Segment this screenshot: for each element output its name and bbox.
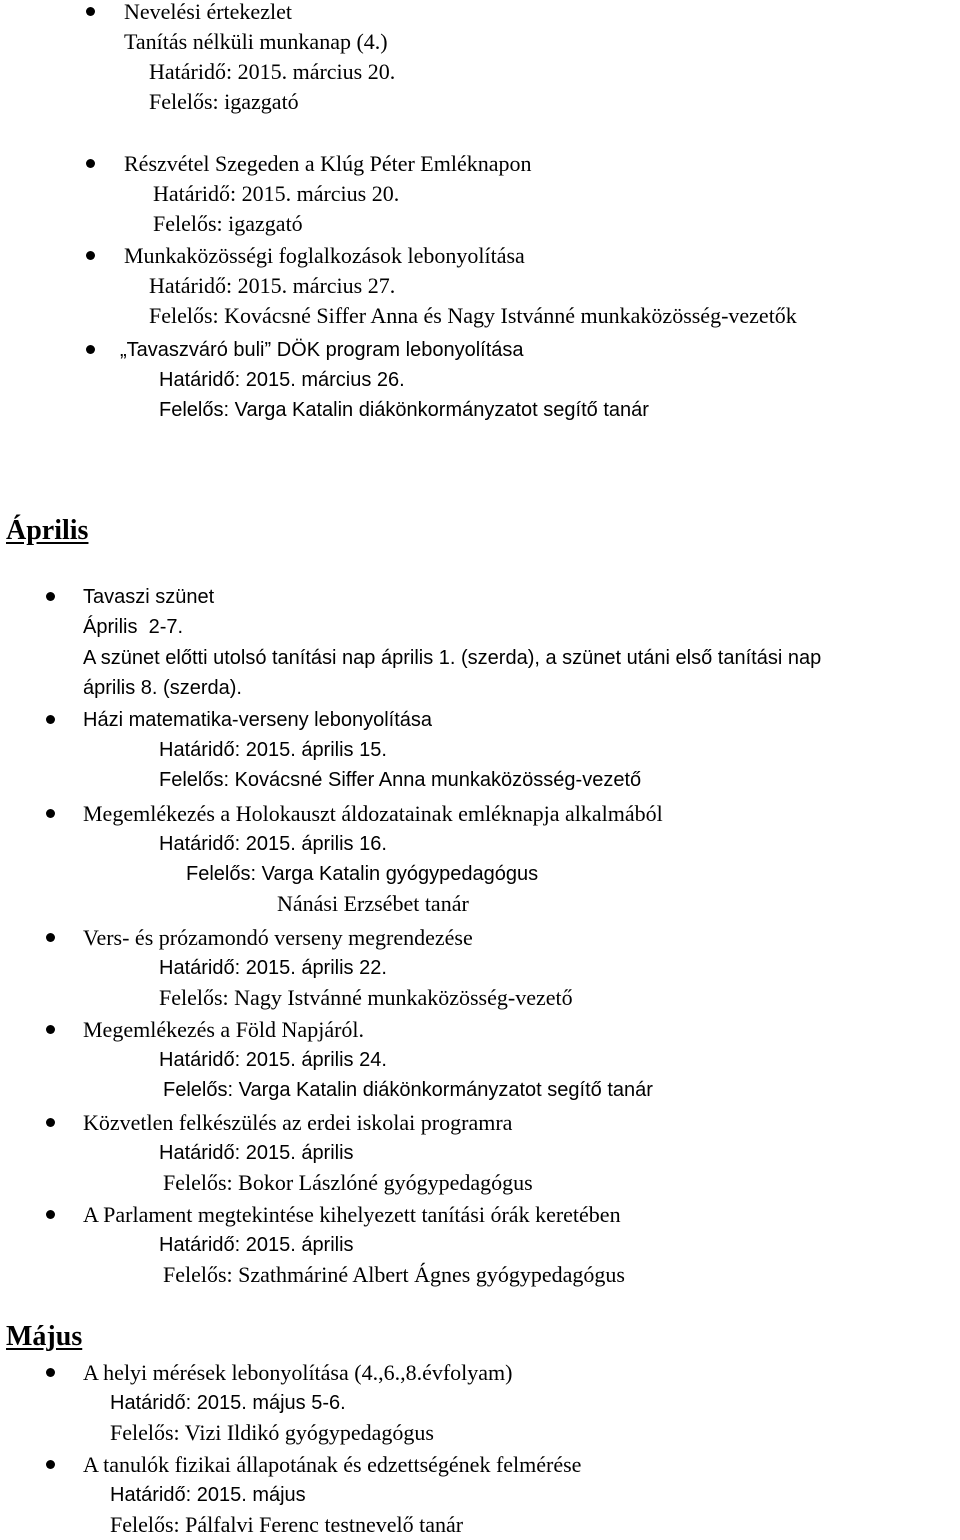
list-item-detail: A szünet előtti utolsó tanítási nap április 1. (szerda), a szünet utáni első tanítási nap bbox=[83, 647, 822, 669]
responsible-text: Felelős: Varga Katalin gyógypedagógus bbox=[186, 863, 539, 885]
responsible-text: Felelős: Szathmáriné Albert Ágnes gyógypedagógus bbox=[163, 1262, 625, 1287]
list-item-detail: Április 2-7. bbox=[83, 616, 184, 638]
bullet-icon bbox=[86, 251, 95, 260]
responsible-text: Felelős: igazgató bbox=[153, 211, 303, 236]
bullet-icon bbox=[86, 345, 95, 354]
section-heading-april: Április bbox=[6, 515, 89, 546]
responsible-text: Felelős: Varga Katalin diákönkormányzatot segítő tanár bbox=[163, 1079, 653, 1101]
deadline-text: Határidő: 2015. április bbox=[159, 1142, 354, 1164]
bullet-icon bbox=[86, 159, 95, 168]
list-item-detail: Tanítás nélküli munkanap (4.) bbox=[124, 29, 388, 54]
deadline-text: Határidő: 2015. március 26. bbox=[159, 369, 405, 391]
responsible-text: Felelős: Pálfalvi Ferenc testnevelő tanár bbox=[110, 1512, 464, 1537]
list-item-title: Vers- és prózamondó verseny megrendezése bbox=[83, 925, 473, 950]
deadline-text: Határidő: 2015. április 22. bbox=[159, 957, 387, 979]
bullet-icon bbox=[46, 715, 55, 724]
list-item-title: Részvétel Szegeden a Klúg Péter Emléknapon bbox=[124, 151, 532, 176]
list-item-title: „Tavaszváró buli” DÖK program lebonyolítása bbox=[120, 339, 524, 361]
responsible-text: Felelős: Varga Katalin diákönkormányzatot segítő tanár bbox=[159, 399, 649, 421]
deadline-text: Határidő: 2015. március 27. bbox=[149, 273, 396, 298]
bullet-icon bbox=[86, 7, 95, 16]
list-item-title: Közvetlen felkészülés az erdei iskolai programra bbox=[83, 1110, 513, 1135]
bullet-icon bbox=[46, 809, 55, 818]
list-item-title: A Parlament megtekintése kihelyezett tanítási órák keretében bbox=[83, 1202, 621, 1227]
responsible-text: Felelős: Nagy Istvánné munkaközösség-vezető bbox=[159, 985, 573, 1010]
bullet-icon bbox=[46, 1210, 55, 1219]
deadline-text: Határidő: 2015. május 5-6. bbox=[110, 1392, 346, 1414]
responsible-text: Felelős: Vizi Ildikó gyógypedagógus bbox=[110, 1420, 434, 1445]
responsible-text: Nánási Erzsébet tanár bbox=[277, 891, 469, 916]
bullet-icon bbox=[46, 1368, 55, 1377]
deadline-text: Határidő: 2015. április 24. bbox=[159, 1049, 387, 1071]
bullet-icon bbox=[46, 1460, 55, 1469]
list-item-title: Nevelési értekezlet bbox=[124, 0, 292, 24]
bullet-icon bbox=[46, 933, 55, 942]
deadline-text: Határidő: 2015. április 15. bbox=[159, 739, 387, 761]
bullet-icon bbox=[46, 1025, 55, 1034]
responsible-text: Felelős: Kovácsné Siffer Anna munkaközösség-vezető bbox=[159, 769, 642, 791]
list-item-title: Tavaszi szünet bbox=[83, 586, 215, 608]
section-heading-may: Május bbox=[6, 1321, 83, 1352]
responsible-text: Felelős: igazgató bbox=[149, 89, 299, 114]
list-item-title: Házi matematika-verseny lebonyolítása bbox=[83, 709, 433, 731]
list-item-title: A helyi mérések lebonyolítása (4.,6.,8.évfolyam) bbox=[83, 1360, 513, 1385]
bullet-icon bbox=[46, 1118, 55, 1127]
deadline-text: Határidő: 2015. május bbox=[110, 1484, 306, 1506]
list-item-title: A tanulók fizikai állapotának és edzettségének felmérése bbox=[83, 1452, 582, 1477]
bullet-icon bbox=[46, 592, 55, 601]
deadline-text: Határidő: 2015. április bbox=[159, 1234, 354, 1256]
list-item-title: Megemlékezés a Holokauszt áldozatainak emléknapja alkalmából bbox=[83, 801, 663, 826]
deadline-text: Határidő: 2015. április 16. bbox=[159, 833, 387, 855]
responsible-text: Felelős: Kovácsné Siffer Anna és Nagy Istvánné munkaközösség-vezetők bbox=[149, 303, 797, 328]
list-item-detail: április 8. (szerda). bbox=[83, 677, 242, 699]
list-item-title: Munkaközösségi foglalkozások lebonyolítása bbox=[124, 243, 525, 268]
list-item-title: Megemlékezés a Föld Napjáról. bbox=[83, 1017, 365, 1042]
responsible-text: Felelős: Bokor Lászlóné gyógypedagógus bbox=[163, 1170, 533, 1195]
deadline-text: Határidő: 2015. március 20. bbox=[153, 181, 400, 206]
deadline-text: Határidő: 2015. március 20. bbox=[149, 59, 396, 84]
